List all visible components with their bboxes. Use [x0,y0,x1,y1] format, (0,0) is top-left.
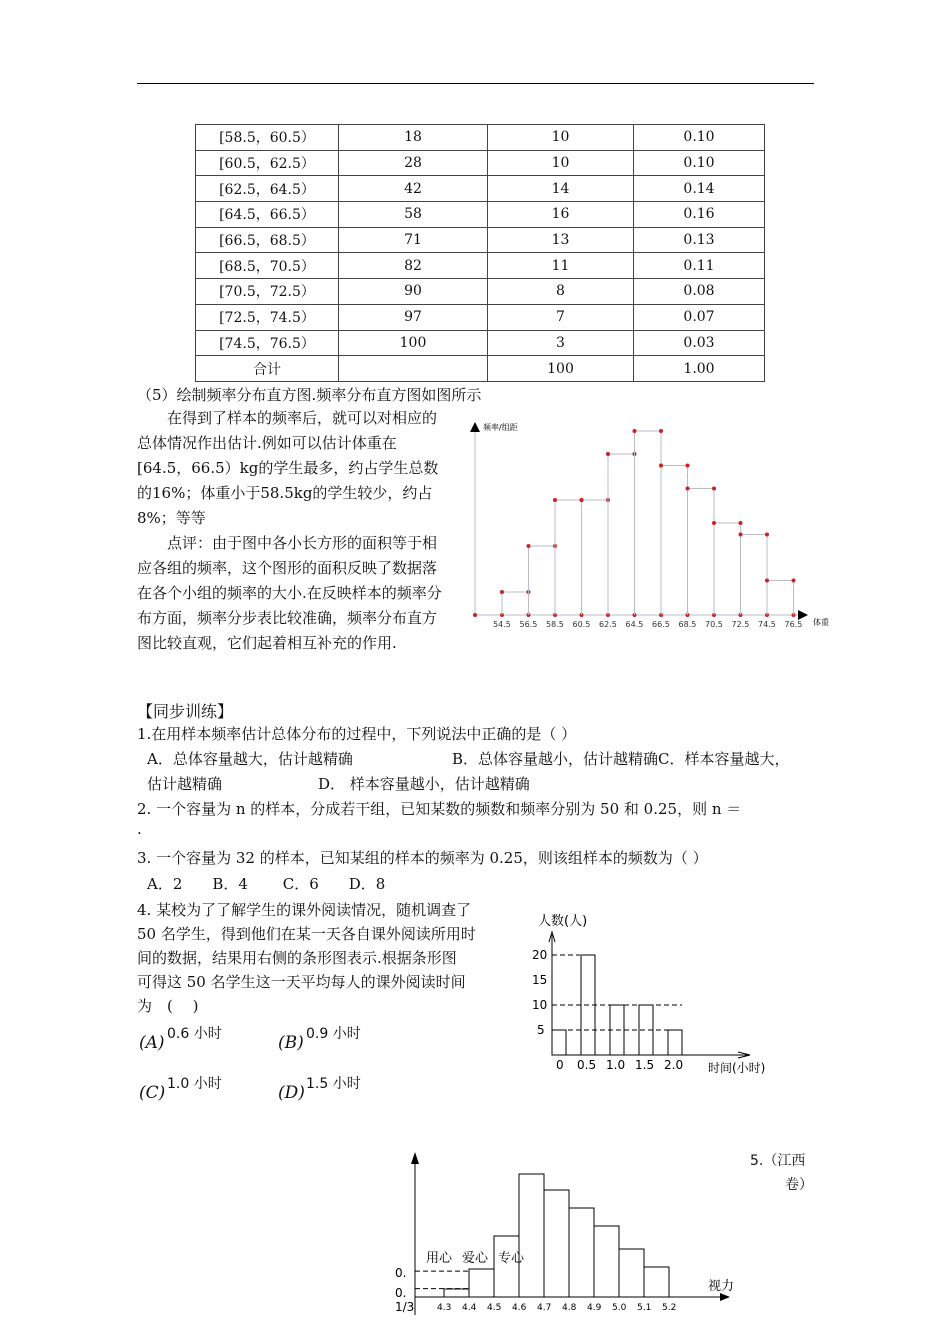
bar [494,1236,519,1297]
bar [519,1174,544,1297]
table-cell: 71 [339,227,488,253]
annotation-label: 专心 [498,1251,525,1266]
data-point [739,533,743,537]
histogram-bar [767,581,794,616]
question-2-blank: . [137,820,142,838]
q4-option-b-value: 0.9 小时 [306,1026,361,1042]
question-4 [137,898,476,1018]
x-tick-label: 4.6 [512,1303,527,1313]
bar [594,1226,619,1297]
table-cell: [68.5，70.5） [196,253,339,279]
q3-options: A．2 B．4 C．6 D．8 [147,875,386,893]
table-cell: 11 [488,253,634,279]
data-point [712,487,716,491]
table-cell: 90 [339,279,488,305]
q4-option-c-label: (C) [139,1083,166,1103]
q4-option-a-label: (A) [139,1033,165,1053]
table-cell: 8 [488,279,634,305]
q4-option-a-value: 0.6 小时 [167,1026,222,1042]
data-point [659,464,663,468]
bar [552,1030,566,1055]
table-cell [339,356,488,382]
table-cell: [66.5，68.5） [196,227,339,253]
y-tick-label: 0. [395,1266,407,1280]
table-cell: 82 [339,253,488,279]
bar [569,1208,594,1297]
bar [644,1267,669,1297]
table-cell: 3 [488,330,634,356]
table-row [196,176,765,202]
y-tick-label: 5 [537,1023,545,1037]
x-axis-arrow-icon [720,1293,730,1301]
y-tick-label: 10 [532,998,548,1012]
data-point [633,429,637,433]
x-tick-label: 60.5 [572,620,591,629]
table-cell: 58 [339,202,488,228]
table-cell: 16 [488,202,634,228]
bar [668,1030,682,1055]
q4-line: 可得这 50 名学生这一天平均每人的课外阅读时间 [137,973,466,991]
q1-option-bc: B．总体容量越小，估计越精确C．样本容量越大， [452,750,790,768]
data-point [686,464,690,468]
paragraph-comment: 点评：由于图中各小长方形的面积等于相应各组的频率，这个图形的面积反映了数据落在各个小组的频率的大小.在反映样本的频率分布方面，频率分步表比较准确，频率分布直方图比较直观，它们起着相互补充的作用. [137,534,442,652]
histogram-bar [741,535,768,616]
data-point [659,429,663,433]
x-tick-label: 0 [556,1058,564,1072]
data-point [765,579,769,583]
x-tick-label: 5.1 [637,1303,652,1313]
q5-label: 5.（江西 [750,1153,806,1169]
q4-line: 为 ( ) [137,997,199,1015]
q5-label-cont: 卷） [785,1177,813,1193]
table-cell: 18 [339,125,488,151]
table-cell: [64.5，66.5） [196,202,339,228]
table-cell: 28 [339,150,488,176]
table-cell: 0.11 [634,253,765,279]
x-tick-label: 68.5 [678,620,697,629]
x-tick-label: 4.4 [462,1303,477,1313]
histogram-bar [635,431,662,615]
x-tick-label: 74.5 [758,620,776,629]
table-cell: [60.5，62.5） [196,150,339,176]
table-cell: 合计 [196,356,339,382]
x-tick-label: 58.5 [546,620,564,629]
x-tick-label: 4.9 [587,1303,602,1313]
y-tick-label: 20 [532,948,548,962]
y-tick-label: 15 [532,973,548,987]
annotation-label: 用心 [426,1251,453,1266]
q1-option-d: D． 样本容量越小，估计越精确 [318,775,530,793]
histogram-bar [529,546,556,615]
x-tick-label: 64.5 [625,620,644,629]
x-tick-label: 4.8 [562,1303,577,1313]
bar [544,1190,569,1297]
vision-histogram [380,1140,750,1344]
data-point [527,544,531,548]
table-cell: 10 [488,150,634,176]
question-2: 2. 一个容量为 n 的样本，分成若干组，已知某数的频数和频率分别为 50 和 0.25，则 n ＝ [137,800,742,818]
q4-option-d-label: (D) [278,1083,305,1103]
table-cell: 13 [488,227,634,253]
x-tick-label: 2.0 [664,1058,684,1072]
x-axis-label: 体重 [813,618,829,627]
data-point [739,521,743,525]
x-tick-label: 4.7 [537,1303,552,1313]
table-row [196,150,765,176]
data-point [792,579,796,583]
q1-option-c-cont: 估计越精确 [147,775,223,793]
table-cell: 0.10 [634,125,765,151]
data-point [580,498,584,502]
table-cell: 0.08 [634,279,765,305]
bar [469,1269,494,1297]
y-axis-label: 人数(人) [538,914,588,929]
table-row [196,227,765,253]
table-cell: 100 [488,356,634,382]
table-cell: 14 [488,176,634,202]
x-tick-label: 72.5 [731,620,750,629]
table-cell: 0.13 [634,227,765,253]
table-cell: [74.5，76.5） [196,330,339,356]
x-tick-label: 5.2 [662,1303,677,1313]
histogram-bar [608,454,635,615]
histogram-bar [582,500,609,615]
data-point [553,498,557,502]
y-tick-label: 1/3 [395,1300,415,1314]
data-point [686,487,690,491]
table-row [196,330,765,356]
table-row [196,253,765,279]
table-row [196,304,765,330]
weight-histogram [430,410,840,635]
table-row [196,125,765,151]
table-cell: 0.10 [634,150,765,176]
table-row [196,356,765,382]
table-cell: 7 [488,304,634,330]
histogram-bar [661,466,688,616]
step5-text: （5）绘制频率分布直方图.频率分布直方图如图所示 [137,386,482,404]
q4-option-c-value: 1.0 小时 [167,1076,222,1092]
q4-option-b-label: (B) [278,1033,304,1053]
table-cell: [70.5，72.5） [196,279,339,305]
table-cell: 0.14 [634,176,765,202]
x-tick-label: 5.0 [612,1303,627,1313]
q4-line: 间的数据，结果用右侧的条形图表示.根据条形图 [137,949,457,967]
question-3: 3. 一个容量为 32 的样本，已知某组的样本的频率为 0.25，则该组样本的频数为（ ） [137,849,708,867]
bar [619,1249,644,1297]
table-cell: 42 [339,176,488,202]
annotation-label: 爱心 [462,1251,489,1266]
histogram-bar [688,489,715,616]
bar [444,1289,469,1297]
histogram-bar [714,523,741,615]
frequency-table [195,124,765,382]
paragraph-estimate: 在得到了样本的频率后，就可以对相应的总体情况作出估计.例如可以估计体重在 [64.5，66.5）kg的学生最多，约占学生总数的16%；体重小于58.5kg的学生较少，约占8%；等等 [137,409,439,527]
y-axis-arrow-icon [470,422,480,432]
x-tick-label: 1.0 [606,1058,626,1072]
x-tick-label: 54.5 [493,620,511,629]
y-axis-label: 频率/组距 [483,423,518,432]
q4-option-d-value: 1.5 小时 [306,1076,361,1092]
table-cell: 1.00 [634,356,765,382]
x-axis-label: 视力 [708,1279,735,1294]
table-cell: [58.5，60.5） [196,125,339,151]
q1-option-a: A．总体容量越大，估计越精确 [147,750,353,768]
table-cell: 0.16 [634,202,765,228]
x-axis-arrow-icon [798,610,808,620]
x-tick-label: 1.5 [635,1058,655,1072]
x-tick-label: 62.5 [599,620,617,629]
histogram-bar [555,500,582,615]
x-axis-label: 时间(小时) [708,1061,766,1075]
y-tick-label: 0. [395,1286,407,1300]
table-row [196,202,765,228]
data-point [765,533,769,537]
table-cell: 0.07 [634,304,765,330]
x-tick-label: 4.3 [437,1303,452,1313]
histogram-bar [502,592,529,615]
table-cell: 10 [488,125,634,151]
question-1: 1.在用样本频率估计总体分布的过程中，下列说法中正确的是（ ） [137,725,577,743]
y-axis-arrow-icon [411,1152,419,1164]
header-rule [137,83,814,84]
x-tick-label: 56.5 [519,620,538,629]
data-point [473,613,477,617]
reading-time-bar-chart [520,900,800,1080]
x-tick-label: 4.5 [487,1303,502,1313]
table-cell: 97 [339,304,488,330]
x-tick-label: 76.5 [784,620,803,629]
table-cell: 100 [339,330,488,356]
q4-line: 4. 某校为了了解学生的课外阅读情况，随机调查了 [137,901,472,919]
x-tick-label: 0.5 [577,1058,597,1072]
data-point [500,590,504,594]
data-point [606,452,610,456]
x-tick-label: 66.5 [652,620,670,629]
table-row [196,279,765,305]
data-point [712,521,716,525]
table-cell: [62.5，64.5） [196,176,339,202]
x-tick-label: 70.5 [705,620,723,629]
q4-line: 50 名学生，得到他们在某一天各自课外阅读所用时 [137,925,476,943]
section-title: 【同步训练】 [137,702,234,721]
table-cell: [72.5，74.5） [196,304,339,330]
table-cell: 0.03 [634,330,765,356]
